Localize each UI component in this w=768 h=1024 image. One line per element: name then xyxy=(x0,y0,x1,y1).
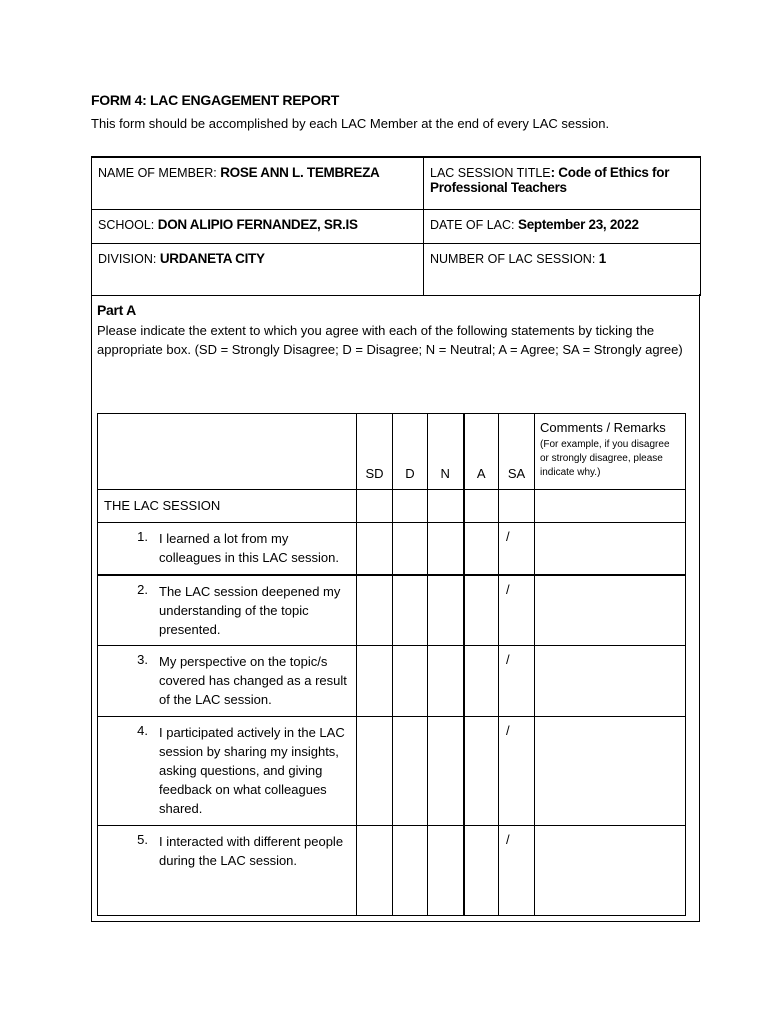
division-cell xyxy=(92,244,424,296)
member-value: ROSE ANN L. TEMBREZA xyxy=(220,165,380,180)
header-n: N xyxy=(428,414,464,490)
row-statement: I interacted with different people during the LAC session. xyxy=(159,834,344,868)
division-value: URDANETA CITY xyxy=(159,251,265,266)
row-number: 4. xyxy=(137,723,148,738)
division-label: DIVISION: xyxy=(98,252,160,266)
header-sa: SA xyxy=(499,414,535,490)
school-cell xyxy=(92,210,424,244)
sd-box[interactable] xyxy=(357,646,393,717)
member-info-table xyxy=(91,156,701,296)
a-box[interactable] xyxy=(464,646,499,717)
comments-box[interactable] xyxy=(535,826,686,916)
part-a-title: Part A xyxy=(97,302,136,318)
school-value: DON ALIPIO FERNANDEZ, SR.IS xyxy=(157,217,358,232)
row-number: 5. xyxy=(137,832,148,847)
session-title-label: LAC SESSION TITLE xyxy=(430,166,551,180)
d-box[interactable] xyxy=(393,575,428,646)
d-box[interactable] xyxy=(393,826,428,916)
row-statement: The LAC session deepened my understanding of the topic presented. xyxy=(159,583,341,637)
sa-box[interactable]: / xyxy=(499,575,535,646)
row-statement: My perspective on the topic/s covered has changed as a result of the LAC session. xyxy=(159,654,347,707)
row-number: 3. xyxy=(137,652,148,667)
row-number: 1. xyxy=(137,529,148,544)
n-box[interactable] xyxy=(428,523,464,575)
n-box[interactable] xyxy=(428,826,464,916)
comments-box[interactable] xyxy=(535,717,686,826)
n-box[interactable] xyxy=(428,646,464,717)
n-box[interactable] xyxy=(428,575,464,646)
a-box[interactable] xyxy=(464,575,499,646)
n-box[interactable] xyxy=(428,717,464,826)
header-d: D xyxy=(393,414,428,490)
date-label: DATE OF LAC: xyxy=(430,218,518,232)
date-value: September 23, 2022 xyxy=(517,217,639,232)
session-title-value: : Code of Ethics for Professional Teachers xyxy=(430,165,670,195)
session-number-value: 1 xyxy=(598,251,606,266)
comments-box[interactable] xyxy=(535,523,686,575)
date-cell xyxy=(424,210,701,244)
sd-box[interactable] xyxy=(357,575,393,646)
sa-box[interactable]: / xyxy=(499,717,535,826)
session-number-label: NUMBER OF LAC SESSION: xyxy=(430,252,599,266)
sa-box[interactable]: / xyxy=(499,826,535,916)
header-blank xyxy=(98,414,357,490)
d-box[interactable] xyxy=(393,717,428,826)
comments-box[interactable] xyxy=(535,575,686,646)
section-label: THE LAC SESSION xyxy=(98,490,357,523)
sd-box[interactable] xyxy=(357,523,393,575)
a-box[interactable] xyxy=(464,523,499,575)
a-box[interactable] xyxy=(464,826,499,916)
member-label: NAME OF MEMBER: xyxy=(98,166,221,180)
sd-box[interactable] xyxy=(357,717,393,826)
header-sd: SD xyxy=(357,414,393,490)
d-box[interactable] xyxy=(393,523,428,575)
table-row xyxy=(98,717,686,826)
part-a-instructions: Please indicate the extent to which you agree with each of the following statements by ticking the appropriate box. (SD = Strongly Disagree; D = Disagree; N = Neutral; A = Agree; SA = Strongly agree) xyxy=(97,323,683,357)
sa-box[interactable]: / xyxy=(499,646,535,717)
table-row xyxy=(98,523,686,575)
session-title-cell xyxy=(424,157,701,210)
d-box[interactable] xyxy=(393,646,428,717)
sd-box[interactable] xyxy=(357,826,393,916)
row-statement: I participated actively in the LAC session by sharing my insights, asking questions, and giving feedback on what colleagues shared. xyxy=(159,725,345,816)
form-intro: This form should be accomplished by each LAC Member at the end of every LAC session. xyxy=(91,116,610,131)
a-box[interactable] xyxy=(464,717,499,826)
form-title: FORM 4: LAC ENGAGEMENT REPORT xyxy=(91,92,339,108)
comments-box[interactable] xyxy=(535,646,686,717)
rating-table xyxy=(97,413,686,916)
table-row xyxy=(98,575,686,646)
row-statement: I learned a lot from my colleagues in this LAC session. xyxy=(159,531,339,565)
comments-title: Comments / Remarks xyxy=(540,420,666,435)
header-comments xyxy=(535,414,686,490)
member-cell xyxy=(92,157,424,210)
school-label: SCHOOL: xyxy=(98,218,158,232)
row-number: 2. xyxy=(137,581,148,597)
table-row xyxy=(98,646,686,717)
sa-box[interactable]: / xyxy=(499,523,535,575)
session-number-cell xyxy=(424,244,701,296)
comments-note: (For example, if you disagree or strongly disagree, please indicate why.) xyxy=(540,439,670,478)
table-row xyxy=(98,826,686,916)
header-a: A xyxy=(464,414,499,490)
